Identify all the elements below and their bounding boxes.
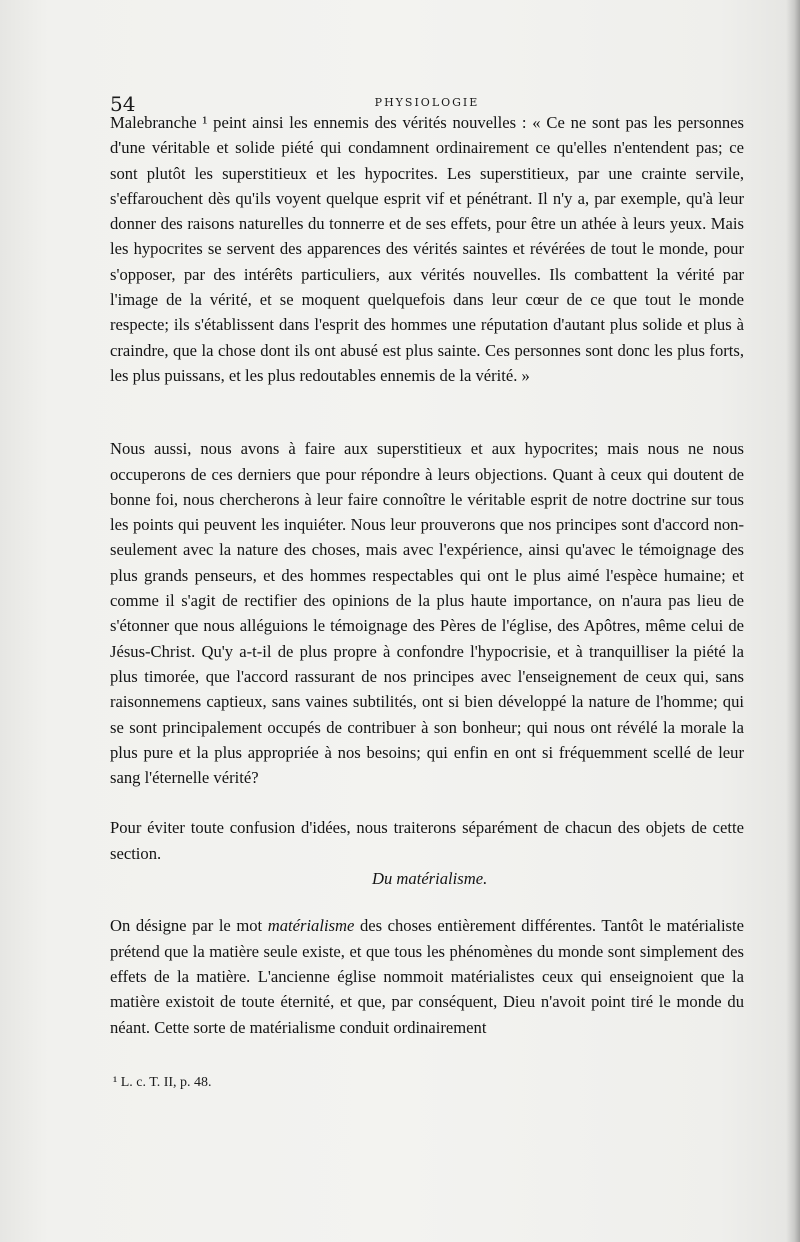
section-title: Du matérialisme. <box>372 869 488 889</box>
running-head: PHYSIOLOGIE <box>374 96 480 109</box>
footnote: ¹ L. c. T. II, p. 48. <box>113 1075 212 1090</box>
paragraph-malebranche-quote: Malebranche ¹ peint ainsi les ennemis des vérités nouvelles : « Ce ne sont pas les personnes d'une véritable et solide piété qui condamnent ordinairement ce qu'elles n'entendent pas; ce sont plutôt les superstitieux et les hypocrites. Les superstitieux, par une crainte servile, s'effarouchent dès qu'ils voyent quelque esprit vif et pénétrant. Il n'y a, par exemple, qu'à leur donner des raisons naturelles du tonnerre et de ses effets, pour être un athée à leurs yeux. Mais les hypocrites se servent des apparences des vérités saintes et révérées de tout le monde, pour s'opposer, par des intérêts particuliers, aux vérités nouvelles. Ils combattent la vérité par l'image de la vérité, et se moquent quelquefois dans leur cœur de ce que tout le monde respecte; ils s'établissent dans l'esprit des hommes une réputation d'autant plus solide et plus à craindre, que la chose dont ils ont abusé est plus sainte. Ces personnes sont donc les plus forts, les plus puissans, et les plus redoutables ennemis de la vérité. » <box>110 113 744 385</box>
paragraph-materialisme-rest: des choses entièrement différentes. Tantôt le matérialiste prétend que la matière seule existe, et que tous les phénomènes du monde sont simplement des effets de la matière. L'ancienne église nommoit matérialistes ceux qui enseignoient que la matière existoit de toute éternité, et que, par conséquent, Dieu n'avoit point tiré le monde du néant. Cette sorte de matérialisme conduit ordinairement <box>110 916 744 1037</box>
page-number: 54 <box>110 92 136 116</box>
paragraph-materialisme <box>110 913 744 1039</box>
page-edge-shadow <box>786 0 800 1242</box>
paragraph-superstitieux: Nous aussi, nous avons à faire aux superstitieux et aux hypocrites; mais nous ne nous occuperons de ces derniers que pour répondre à leurs objections. Quant à ceux qui doutent de bonne foi, nous chercherons à leur faire connoître le véritable esprit de notre doctrine sur tous les points qui peuvent les inquiéter. Nous leur prouverons que nos principes sont d'accord non-seulement avec la nature des choses, mais avec l'expérience, ainsi qu'avec le témoignage des plus grands penseurs, et des hommes respectables qui ont le plus aimé l'espèce humaine; et comme il s'agit de rectifier des opinions de la plus haute importance, on n'aura pas lieu de s'étonner que nous alléguions le témoignage des Pères de l'église, des Apôtres, même celui de Jésus-Christ. Qu'y a-t-il de plus propre à confondre l'hypocrisie, et à tranquilliser la piété la plus timorée, que l'accord rassurant de nos principes avec l'enseignement de ceux qui, sans raisonnemens captieux, sans vaines subtilités, ont si bien développé la nature de l'homme; qui se sont principalement occupés de contribuer à son bonheur; qui nous ont révélé la morale la plus pure et la plus appropriée à nos besoins; qui enfin en ont si fréquemment scellé de leur sang l'éternelle vérité? <box>110 439 744 788</box>
paragraph-confusion: Pour éviter toute confusion d'idées, nous traiterons séparément de chacun des objets de cette section. <box>110 818 744 863</box>
body-text <box>110 110 744 1040</box>
term-materialisme: matérialisme <box>267 916 355 936</box>
paragraph-materialisme-start: On désigne par le mot <box>110 916 268 936</box>
